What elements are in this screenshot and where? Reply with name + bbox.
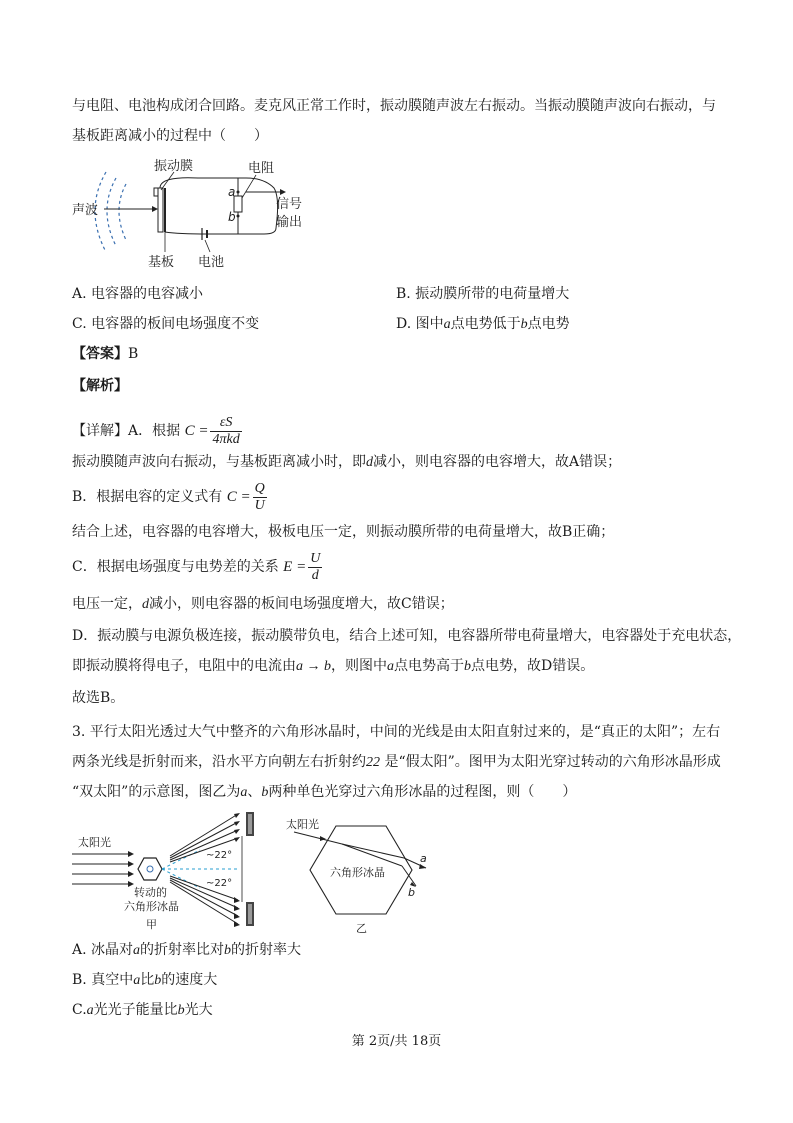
detail-d-line-2: 即振动膜将得电子，电阻中的电流由a → b，则图中a点电势高于b点电势，故D错误。: [72, 658, 595, 674]
q2-option-d: D. 图中a点电势低于b点电势: [396, 316, 570, 332]
microphone-circuit-figure: [68, 158, 318, 274]
substrate-label: 基板: [148, 255, 175, 270]
signal-label: 信号: [276, 197, 303, 212]
answer-line: [72, 344, 138, 364]
detail-c-formula: C．根据电场强度与电势差的关系 E = $\frac{U}{d}$: [72, 550, 321, 583]
q2-option-c: C. 电容器的板间电场强度不变: [72, 316, 260, 332]
jia-angle-top: ~22°: [206, 850, 233, 861]
point-a-label: a: [228, 185, 236, 199]
figure-jia-double-sun: [70, 810, 270, 936]
q3-stem-line-2: 两条光线是折射而来，沿水平方向朝左右折射约22 是“假太阳”。图甲为太阳光穿过转动的六角形冰晶形成: [72, 754, 721, 770]
yi-caption: 乙: [356, 922, 367, 935]
q3-stem-line-3: “双太阳”的示意图，图乙为a、b两种单色光穿过六角形冰晶的过程图，则（ ）: [72, 784, 577, 800]
q2-stem-line-1: 与电阻、电池构成闭合回路。麦克风正常工作时，振动膜随声波左右振动。当振动膜随声波向右振动，与: [72, 98, 716, 114]
resistor-label: 电阻: [248, 161, 275, 176]
yi-crystal-label: 六角形冰晶: [330, 866, 385, 879]
jia-crystal-label: 六角形冰晶: [124, 900, 179, 913]
sound-wave-arc-2: [119, 184, 126, 240]
detail-a-formula: 【详解】A．根据 C = $\frac{\varepsilon S}{\text{4πkd}}$: [72, 414, 240, 447]
figure-yi-crystal-refraction: [280, 814, 430, 938]
detail-d-line-1: D．振动膜与电源负极连接，振动膜带负电，结合上述可知，电容器所带电荷量增大，电容器处于充电状态，: [72, 628, 742, 644]
detail-a-explanation: 振动膜随声波向右振动，与基板距离减小时，即d减小，则电容器的电容增大，故A错误；: [72, 454, 622, 470]
jia-angle-bottom: ~22°: [206, 878, 233, 889]
q3-option-a: A. 冰晶对a的折射率比对b的折射率大: [72, 942, 302, 958]
battery-label: 电池: [198, 255, 225, 270]
yi-sunlight-label: 太阳光: [286, 818, 319, 831]
detail-b-explanation: 结合上述，电容器的电容增大，极板电压一定，则振动膜所带的电荷量增大，故B正确；: [72, 524, 615, 540]
q2-option-b: B. 振动膜所带的电荷量增大: [396, 286, 570, 302]
answer-value: B: [128, 346, 139, 362]
output-label: 输出: [276, 215, 303, 230]
jia-rotating-label: 转动的: [134, 886, 167, 899]
jia-sunlight-label: 太阳光: [78, 836, 111, 849]
sound-wave-arc-1: [107, 178, 116, 246]
yi-ray-b-label: b: [408, 886, 415, 899]
yi-ray-a-label: a: [420, 852, 427, 865]
analysis-line: [72, 376, 128, 396]
jia-caption: 甲: [146, 918, 157, 931]
conclusion-line: 故选B。: [72, 690, 125, 706]
q3-option-b: B. 真空中a比b的速度大: [72, 972, 218, 988]
q2-option-a: A. 电容器的电容减小: [72, 286, 204, 302]
q3-option-c: C.a光光子能量比b光大: [72, 1002, 213, 1018]
detail-b-formula: B．根据电容的定义式有 C = $\frac{Q}{U}$: [72, 480, 265, 513]
page-footer: 第 2页/共 18页: [351, 1034, 442, 1049]
answer-tag: 【答案】: [72, 346, 128, 362]
sound-wave-label: 声波: [72, 203, 99, 218]
analysis-tag: 【解析】: [72, 378, 128, 394]
detail-c-explanation: 电压一定，d减小，则电容器的板间电场强度增大，故C错误；: [72, 596, 454, 612]
q2-stem-line-2: 基板距离减小的过程中（ ）: [72, 128, 268, 144]
point-b-label: b: [228, 210, 236, 224]
q3-stem-line-1: 3. 平行太阳光透过大气中整齐的六角形冰晶时，中间的光线是由太阳直射过来的，是“真正的太阳”；左右: [72, 724, 721, 740]
vibrating-membrane-label: 振动膜: [154, 159, 194, 174]
jia-hexagon-crystal: [138, 858, 162, 880]
